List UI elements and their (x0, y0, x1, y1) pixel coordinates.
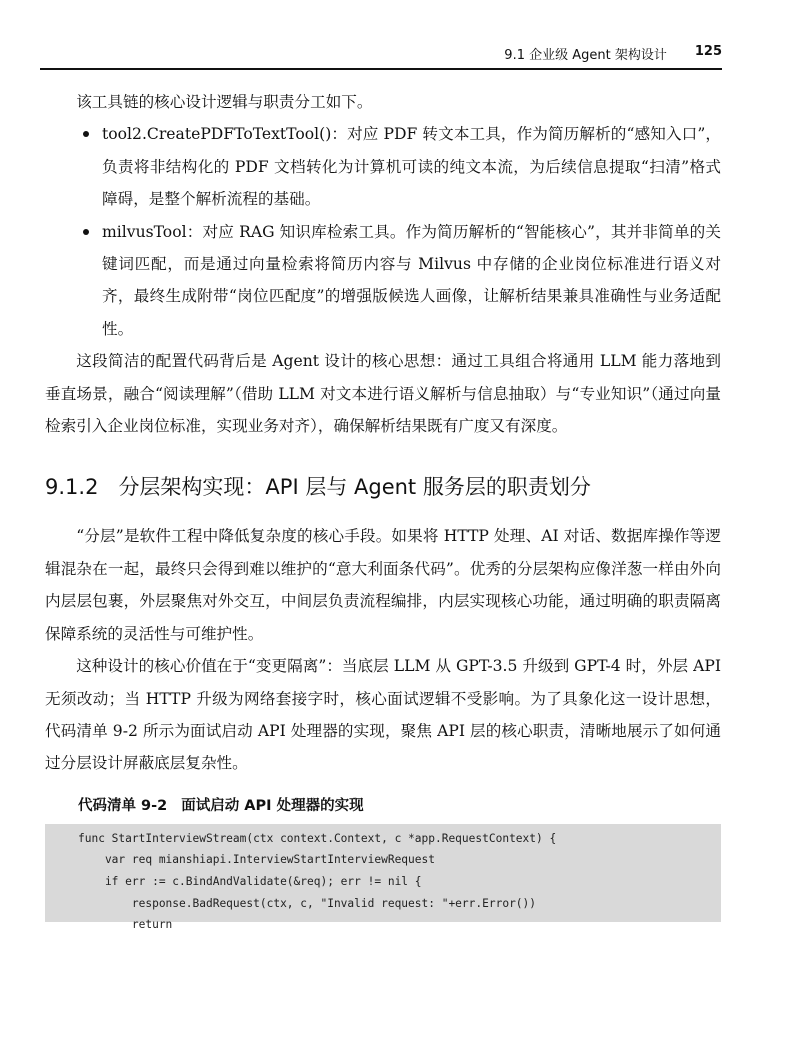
page-body (45, 86, 721, 932)
paragraph-agent-design: 这段简洁的配置代码背后是 Agent 设计的核心思想：通过工具组合将通用 LLM 能力落地到垂直场景，融合“阅读理解”（借助 LLM 对文本进行语义解析与信息抽取）与“专业知识”（通过向量检索引入企业岗位标准，实现业务对齐），确保解析结果既有广度又有深度。 (45, 352, 721, 436)
section-number: 9.1.2 (45, 475, 99, 500)
code-listing-caption (78, 794, 721, 818)
code-line: var req mianshiapi.InterviewStartInterviewRequest (78, 853, 435, 867)
code-line: if err := c.BindAndValidate(&req); err != nil { (78, 874, 422, 888)
paragraph-change-isolation: 这种设计的核心价值在于“变更隔离”：当底层 LLM 从 GPT-3.5 升级到 GPT-4 时，外层 API 无须改动；当 HTTP 升级为网络套接字时，核心面试逻辑不受影响。为了具象化这一设计思想，代码清单 9-2 所示为面试启动 API 处理器的实现，聚焦 API 层的核心职责，清晰地展示了如何通过分层设计屏蔽底层复杂性。 (45, 657, 721, 773)
section-title: 分层架构实现：API 层与 Agent 服务层的职责划分 (118, 475, 591, 500)
bullet-item-pdf-tool: tool2.CreatePDFToTextTool()：对应 PDF 转文本工具，作为简历解析的“感知入口”，负责将非结构化的 PDF 文档转化为计算机可读的纯文本流，为后续信息提取“扫清”格式障碍，是整个解析流程的基础。 (45, 118, 721, 215)
code-line: func StartInterviewStream(ctx context.Context, c *app.RequestContext) { (78, 831, 557, 845)
tool-bullet-list (45, 118, 721, 345)
code-block (45, 824, 721, 932)
intro-line: 该工具链的核心设计逻辑与职责分工如下。 (76, 93, 373, 111)
code-listing-title: 面试启动 API 处理器的实现 (181, 797, 364, 814)
paragraph-layering: “分层”是软件工程中降低复杂度的核心手段。如果将 HTTP 处理、AI 对话、数据库操作等逻辑混杂在一起，最终只会得到难以维护的“意大利面条代码”。优秀的分层架构应像洋葱一样由外向内层层包裹，外层聚焦对外交互，中间层负责流程编排，内层实现核心功能，通过明确的职责隔离保障系统的灵活性与可维护性。 (45, 527, 721, 643)
code-listing-number: 代码清单 9-2 (78, 797, 168, 814)
page-number: 125 (694, 44, 722, 59)
bullet-item-milvus-tool: milvusTool：对应 RAG 知识库检索工具。作为简历解析的“智能核心”，其并非简单的关键词匹配，而是通过向量检索将简历内容与 Milvus 中存储的企业岗位标准进行语义对齐，最终生成附带“岗位匹配度”的增强版候选人画像，让解析结果兼具准确性与业务适配性。 (45, 216, 721, 346)
code-line: response.BadRequest(ctx, c, "Invalid request: "+err.Error()) (78, 896, 537, 910)
header-section-label: 9.1 企业级 Agent 架构设计 (504, 48, 667, 63)
section-heading (45, 472, 721, 502)
code-line: return (78, 918, 173, 932)
running-header (40, 44, 722, 70)
